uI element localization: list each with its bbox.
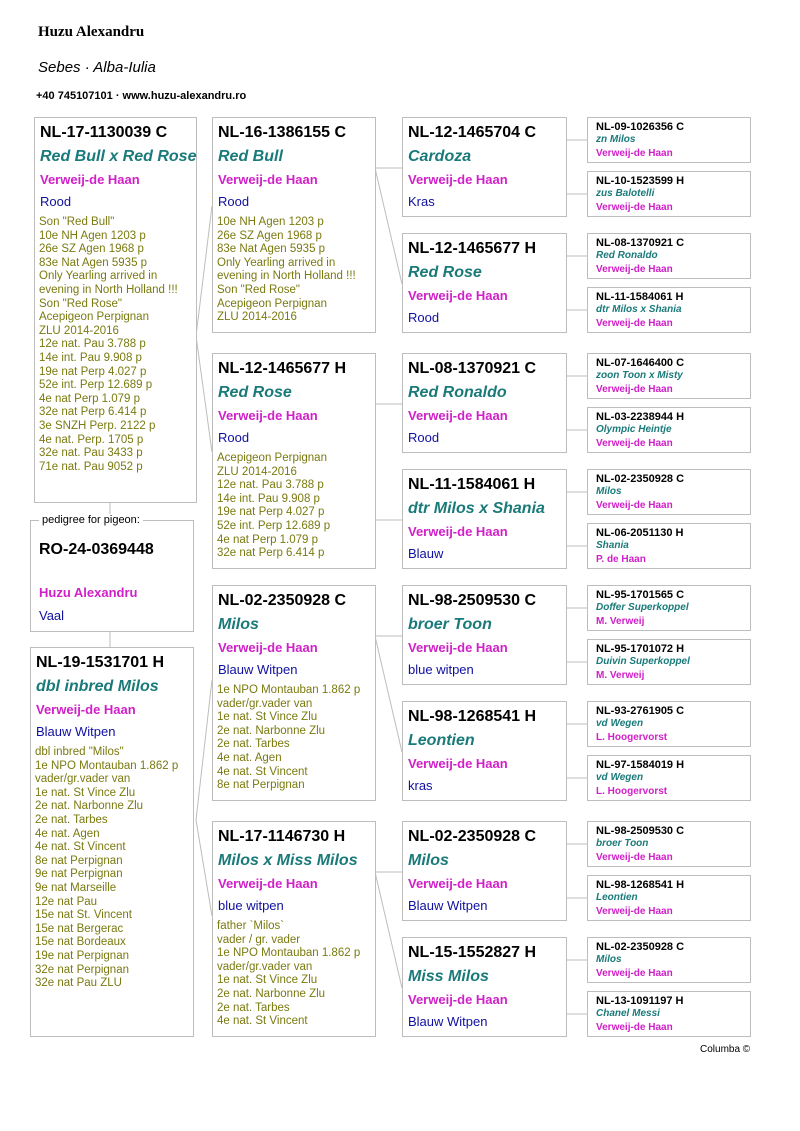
breeder: Verweij-de Haan bbox=[408, 172, 508, 187]
color: Rood bbox=[218, 194, 250, 209]
performance-notes: father `Milos` vader / gr. vader 1e NPO Montauban 1.862 p vader/gr.vader van 1e nat. St Vince Zlu 2e nat. Narbonne Zlu 2e nat. Tarbes 4e nat. St Vincent bbox=[217, 920, 361, 1028]
breeder: L. Hoogervorst bbox=[596, 732, 668, 743]
breeder: Verweij-de Haan bbox=[408, 524, 508, 539]
pigeon-name: Red Bull x Red Rose bbox=[40, 148, 197, 165]
color: Rood bbox=[408, 430, 440, 445]
color: blue witpen bbox=[218, 898, 284, 913]
great-grandparent-card bbox=[402, 117, 567, 217]
ring-number: NL-09-1026356 C bbox=[596, 121, 685, 133]
dam-card bbox=[30, 647, 194, 1037]
color: Blauw bbox=[408, 546, 444, 561]
ring-number: NL-03-2238944 H bbox=[596, 411, 685, 423]
pigeon-name: Milos bbox=[596, 954, 622, 965]
pigeon-name: Miss Milos bbox=[408, 968, 489, 985]
performance-notes: Son "Red Bull" 10e NH Agen 1203 p 26e SZ Agen 1968 p 83e Nat Agen 5935 p Only Yearling arrived in evening in North Holland !!! Son "Red Rose" Acepigeon Perpignan ZLU 2014-2016 12e nat. Pau 3.788 p 14e int. Pau 9.908 p 19e nat Perp 4.027 p 52e int. Perp 12.689 p 4e nat Perp 1.079 p 32e nat Perp 6.414 p 3e SNZH Perp. 2122 p 4e nat. Perp. 1705 p 32e nat. Pau 3433 p 71e nat. Pau 9052 p bbox=[39, 216, 178, 473]
color: Rood bbox=[218, 430, 250, 445]
color: Blauw Witpen bbox=[408, 1014, 488, 1029]
pigeon-name: zus Balotelli bbox=[596, 188, 655, 199]
performance-notes: 10e NH Agen 1203 p 26e SZ Agen 1968 p 83e Nat Agen 5935 p Only Yearling arrived in evening in North Holland !!! Son "Red Rose" Acepigeon Perpignan ZLU 2014-2016 bbox=[217, 216, 356, 324]
gen4-card bbox=[587, 117, 751, 163]
color: Rood bbox=[408, 310, 440, 325]
ring-number: NL-10-1523599 H bbox=[596, 175, 685, 187]
ring-number: NL-08-1370921 C bbox=[596, 237, 685, 249]
ring-number: NL-12-1465677 H bbox=[218, 360, 347, 377]
breeder: Verweij-de Haan bbox=[596, 852, 673, 863]
ring-number: NL-02-2350928 C bbox=[408, 828, 537, 845]
breeder: Verweij-de Haan bbox=[596, 968, 673, 979]
breeder: Verweij-de Haan bbox=[408, 288, 508, 303]
pigeon-name: zn Milos bbox=[596, 134, 636, 145]
color: Kras bbox=[408, 194, 435, 209]
gen4-card bbox=[587, 937, 751, 983]
great-grandparent-card bbox=[402, 937, 567, 1037]
breeder: Verweij-de Haan bbox=[596, 202, 673, 213]
ring-number: NL-17-1146730 H bbox=[218, 828, 346, 845]
pigeon-name: dbl inbred Milos bbox=[36, 678, 159, 695]
gen4-card bbox=[587, 991, 751, 1037]
ring-number: NL-98-2509530 C bbox=[596, 825, 685, 837]
ring-number: NL-98-1268541 H bbox=[596, 879, 685, 891]
great-grandparent-card bbox=[402, 353, 567, 453]
contact-info: +40 745107101 · www.huzu-alexandru.ro bbox=[36, 90, 247, 102]
pigeon-name: dtr Milos x Shania bbox=[408, 500, 545, 517]
grandparent-card bbox=[212, 353, 376, 569]
great-grandparent-card bbox=[402, 469, 567, 569]
ring-number: NL-93-2761905 C bbox=[596, 705, 685, 717]
subject-ring-number: RO-24-0369448 bbox=[39, 541, 154, 558]
grandparent-card bbox=[212, 117, 376, 333]
ring-number: NL-95-1701565 C bbox=[596, 589, 685, 601]
pigeon-name: Milos bbox=[218, 616, 259, 633]
ring-number: NL-08-1370921 C bbox=[408, 360, 537, 377]
breeder: Verweij-de Haan bbox=[408, 876, 508, 891]
breeder: Verweij-de Haan bbox=[596, 148, 673, 159]
performance-notes: 1e NPO Montauban 1.862 p vader/gr.vader van 1e nat. St Vince Zlu 2e nat. Narbonne Zlu 2e nat. Tarbes 4e nat. Agen 4e nat. St Vincent 8e nat Perpignan bbox=[217, 684, 361, 792]
breeder: Verweij-de Haan bbox=[218, 408, 318, 423]
performance-notes: dbl inbred "Milos" 1e NPO Montauban 1.862 p vader/gr.vader van 1e nat. St Vince Zlu 2e nat. Narbonne Zlu 2e nat. Tarbes 4e nat. Agen 4e nat. St Vincent 8e nat Perpignan 9e nat Perpignan 9e nat Marseille 12e nat Pau 15e nat St. Vincent 15e nat Bergerac 15e nat Bordeaux 19e nat Perpignan 32e nat Perpignan 32e nat Pau ZLU bbox=[35, 746, 179, 990]
subject-owner: Huzu Alexandru bbox=[39, 585, 138, 600]
ring-number: NL-07-1646400 C bbox=[596, 357, 685, 369]
gen4-card bbox=[587, 353, 751, 399]
breeder: Verweij-de Haan bbox=[40, 172, 140, 187]
breeder: P. de Haan bbox=[596, 554, 646, 565]
pigeon-name: Olympic Heintje bbox=[596, 424, 672, 435]
breeder: Verweij-de Haan bbox=[218, 172, 318, 187]
ring-number: NL-13-1091197 H bbox=[596, 995, 684, 1007]
footer-credit: Columba © bbox=[700, 1044, 751, 1055]
gen4-card bbox=[587, 287, 751, 333]
gen4-card bbox=[587, 701, 751, 747]
gen4-card bbox=[587, 171, 751, 217]
pigeon-name: Red Bull bbox=[218, 148, 283, 165]
ring-number: NL-98-2509530 C bbox=[408, 592, 537, 609]
breeder: M. Verweij bbox=[596, 616, 645, 627]
pigeon-name: zoon Toon x Misty bbox=[596, 370, 683, 381]
ring-number: NL-02-2350928 C bbox=[596, 941, 685, 953]
breeder: Verweij-de Haan bbox=[596, 1022, 673, 1033]
gen4-card bbox=[587, 407, 751, 453]
breeder: Verweij-de Haan bbox=[408, 640, 508, 655]
gen4-card bbox=[587, 233, 751, 279]
pigeon-name: vd Wegen bbox=[596, 772, 644, 783]
breeder: Verweij-de Haan bbox=[218, 640, 318, 655]
owner-name: Huzu Alexandru bbox=[38, 24, 145, 40]
great-grandparent-card bbox=[402, 585, 567, 685]
breeder: Verweij-de Haan bbox=[596, 318, 673, 329]
sire-card bbox=[34, 117, 197, 503]
breeder: Verweij-de Haan bbox=[36, 702, 136, 717]
pigeon-name: Red Ronaldo bbox=[408, 384, 507, 401]
color: Blauw Witpen bbox=[218, 662, 298, 677]
ring-number: NL-12-1465704 C bbox=[408, 124, 537, 141]
great-grandparent-card bbox=[402, 701, 567, 801]
grandparent-card bbox=[212, 585, 376, 801]
pigeon-name: broer Toon bbox=[596, 838, 649, 849]
great-grandparent-card bbox=[402, 233, 567, 333]
breeder: Verweij-de Haan bbox=[408, 408, 508, 423]
breeder: Verweij-de Haan bbox=[408, 756, 508, 771]
ring-number: NL-19-1531701 H bbox=[36, 654, 165, 671]
pigeon-name: Milos x Miss Milos bbox=[218, 852, 358, 869]
pigeon-name: Leontien bbox=[408, 732, 475, 749]
color: Blauw Witpen bbox=[408, 898, 488, 913]
pigeon-name: Red Ronaldo bbox=[596, 250, 658, 261]
color: Blauw Witpen bbox=[36, 724, 116, 739]
color: kras bbox=[408, 778, 433, 793]
gen4-card bbox=[587, 585, 751, 631]
ring-number: NL-02-2350928 C bbox=[218, 592, 347, 609]
pigeon-name: Shania bbox=[596, 540, 629, 551]
pigeon-name: dtr Milos x Shania bbox=[596, 304, 682, 315]
breeder: Verweij-de Haan bbox=[596, 500, 673, 511]
ring-number: NL-02-2350928 C bbox=[596, 473, 685, 485]
subject-pigeon-card bbox=[30, 514, 194, 632]
gen4-card bbox=[587, 523, 751, 569]
ring-number: NL-17-1130039 C bbox=[40, 124, 168, 141]
pigeon-name: Cardoza bbox=[408, 148, 472, 165]
gen4-card bbox=[587, 875, 751, 921]
gen4-card bbox=[587, 469, 751, 515]
subject-color: Vaal bbox=[39, 608, 65, 623]
ring-number: NL-95-1701072 H bbox=[596, 643, 685, 655]
gen4-card bbox=[587, 821, 751, 867]
pigeon-name: Red Rose bbox=[218, 384, 292, 401]
ring-number: NL-98-1268541 H bbox=[408, 708, 537, 725]
ring-number: NL-16-1386155 C bbox=[218, 124, 347, 141]
breeder: Verweij-de Haan bbox=[218, 876, 318, 891]
ring-number: NL-97-1584019 H bbox=[596, 759, 685, 771]
ring-number: NL-11-1584061 H bbox=[408, 476, 536, 493]
pigeon-name: Milos bbox=[408, 852, 449, 869]
breeder: Verweij-de Haan bbox=[408, 992, 508, 1007]
pigeon-name: Doffer Superkoppel bbox=[596, 602, 689, 613]
ring-number: NL-15-1552827 H bbox=[408, 944, 537, 961]
breeder: Verweij-de Haan bbox=[596, 384, 673, 395]
color: Rood bbox=[40, 194, 72, 209]
pigeon-name: Red Rose bbox=[408, 264, 482, 281]
breeder: Verweij-de Haan bbox=[596, 438, 673, 449]
gen4-card bbox=[587, 639, 751, 685]
pigeon-name: Chanel Messi bbox=[596, 1008, 660, 1019]
ring-number: NL-11-1584061 H bbox=[596, 291, 684, 303]
ring-number: NL-06-2051130 H bbox=[596, 527, 684, 539]
pigeon-name: Milos bbox=[596, 486, 622, 497]
performance-notes: Acepigeon Perpignan ZLU 2014-2016 12e nat. Pau 3.788 p 14e int. Pau 9.908 p 19e nat Perp 4.027 p 52e int. Perp 12.689 p 4e nat Perp 1.079 p 32e nat Perp 6.414 p bbox=[217, 452, 331, 560]
breeder: Verweij-de Haan bbox=[596, 264, 673, 275]
color: blue witpen bbox=[408, 662, 474, 677]
location: Sebes · Alba-Iulia bbox=[38, 59, 156, 76]
gen4-card bbox=[587, 755, 751, 801]
pigeon-name: broer Toon bbox=[408, 616, 492, 633]
breeder: L. Hoogervorst bbox=[596, 786, 668, 797]
pedigree-label: pedigree for pigeon: bbox=[39, 514, 143, 526]
ring-number: NL-12-1465677 H bbox=[408, 240, 537, 257]
pigeon-name: Duivin Superkoppel bbox=[596, 656, 690, 667]
great-grandparent-card bbox=[402, 821, 567, 921]
pigeon-name: Leontien bbox=[596, 892, 638, 903]
breeder: M. Verweij bbox=[596, 670, 645, 681]
grandparent-card bbox=[212, 821, 376, 1037]
breeder: Verweij-de Haan bbox=[596, 906, 673, 917]
pigeon-name: vd Wegen bbox=[596, 718, 644, 729]
